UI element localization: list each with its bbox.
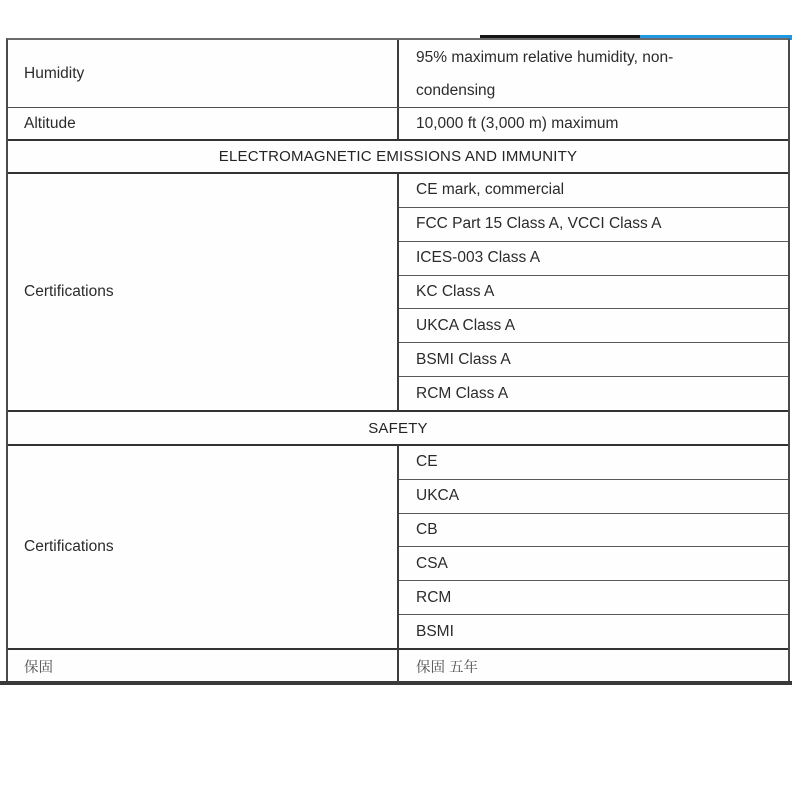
cert-item: RCM Class A (416, 384, 509, 402)
cert-item: BSMI (416, 622, 454, 640)
table-row-certifications-emi (8, 174, 788, 412)
table-row-warranty (8, 650, 788, 683)
warranty-label: 保固 (8, 650, 399, 683)
cert-item: UKCA Class A (399, 309, 788, 343)
cert-item: CE mark, commercial (399, 174, 788, 208)
table-row-altitude (8, 108, 788, 141)
humidity-value (399, 40, 788, 107)
humidity-value-line2: condensing (416, 81, 496, 99)
specifications-table (6, 38, 790, 683)
humidity-label: Humidity (8, 40, 399, 107)
cert-item: CSA (399, 547, 788, 581)
cert-item: RCM (399, 581, 788, 615)
cert-item: FCC Part 15 Class A, VCCI Class A (399, 208, 788, 242)
cert-item: ICES-003 Class A (399, 242, 788, 276)
table-row-certifications-safety (8, 446, 788, 650)
section-header-emi: ELECTROMAGNETIC EMISSIONS AND IMMUNITY (8, 141, 788, 174)
certifications-safety-list (399, 446, 788, 648)
table-row-humidity (8, 40, 788, 108)
altitude-value: 10,000 ft (3,000 m) maximum (416, 114, 619, 132)
warranty-value: 保固 五年 (416, 660, 479, 676)
table-bottom-rule (0, 681, 792, 685)
certifications-emi-list (399, 174, 788, 410)
cert-item: UKCA (399, 480, 788, 514)
cert-item: BSMI Class A (399, 343, 788, 377)
section-header-safety: SAFETY (8, 412, 788, 446)
humidity-value-line1: 95% maximum relative humidity, non- (416, 48, 674, 66)
cert-item: KC Class A (399, 276, 788, 310)
certifications-safety-label: Certifications (8, 446, 399, 648)
cert-item: CB (399, 514, 788, 548)
certifications-emi-label: Certifications (8, 174, 399, 410)
altitude-label: Altitude (8, 108, 399, 139)
cert-item: CE (399, 446, 788, 480)
